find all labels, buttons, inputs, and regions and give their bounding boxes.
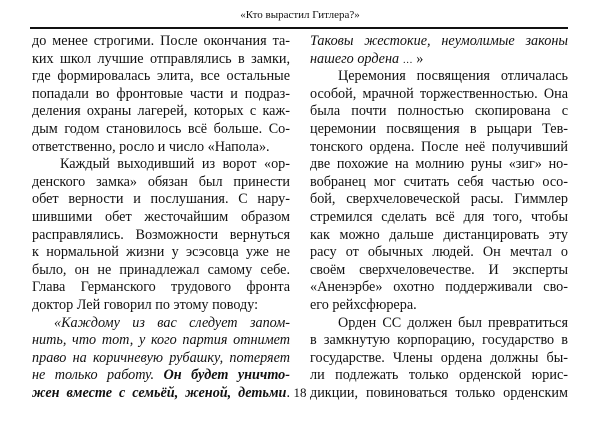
header-rule <box>30 27 568 29</box>
quote-bold-segment: Он будет уничто- <box>163 367 290 384</box>
paragraph-first-line: Каждый выходивший из ворот «ор- <box>60 156 290 173</box>
quote-bold-segment: жен вместе с семьёй, женой, детьми <box>32 384 287 401</box>
text-line: церемонии посвящения в рыцари Тев- <box>310 120 568 137</box>
text-line: ответственно, росло и число «Напола». <box>32 138 270 155</box>
text-line: бой, сверхчеловеческой расы. Гиммлер <box>310 191 568 208</box>
text-line: его рейхсфюрера. <box>310 296 417 313</box>
quote-italic-segment: не только работу. <box>32 367 155 384</box>
text-line: своём сверхчеловечестве. И эксперты <box>310 261 568 278</box>
quote-last-line <box>310 51 568 69</box>
text-line: государстве. Члены ордена должны бы- <box>310 349 568 366</box>
text-line: деления охраны лагерей, которых с каж- <box>32 103 290 120</box>
paragraph-first-line: Церемония посвящения отличалась <box>338 68 568 85</box>
text-line: в замкнутую корпорацию, государство в <box>310 332 568 349</box>
closing-quote: » <box>416 50 424 67</box>
text-line: ких школ лучшие отправлялись в замки, <box>32 50 290 67</box>
page-number: 18 <box>293 385 307 400</box>
text-line: обет верности и послушания. С нару- <box>32 191 290 208</box>
quote-line: право на коричневую рубашку, потеряет <box>32 349 290 366</box>
text-line: дым годом становилось всё больше. Со- <box>32 120 290 137</box>
text-line: вобранец мог считать себя частью осо- <box>310 173 568 190</box>
text-line: ли подлежать только орденской юрис- <box>310 367 568 384</box>
period: . <box>286 384 290 401</box>
text-line: была почти полностью скопирована с <box>310 103 568 120</box>
text-line: до менее строгими. После окончания та- <box>32 33 290 49</box>
text-line: тонского ордена. После неё получивший <box>310 138 568 155</box>
quote-italic-segment: нашего ордена <box>310 50 400 67</box>
left-column <box>32 33 290 402</box>
quote-line: Таковы жестокие, неумолимые законы <box>310 33 568 49</box>
text-line: расу от обычных людей. Он мечтал о <box>310 244 568 261</box>
text-line: доктор Лей говорил по этому поводу: <box>32 296 259 313</box>
text-line: расправлялись. Возможности вернуться <box>32 226 290 243</box>
text-line: стремился сделать всё для того, чтобы <box>310 208 568 225</box>
running-header: «Кто вырастил Гитлера?» <box>240 9 360 21</box>
text-line: попадали во фронтовые части и подраз- <box>32 85 290 102</box>
quote-line: нить, что тот, у кого партия отнимет <box>32 332 290 349</box>
text-line: где формировалась элита, все остальные <box>32 68 290 85</box>
text-line: «Аненэрбе» охотно поддерживали сво- <box>310 279 568 296</box>
text-line: было, он не принадлежал самому себе. <box>32 261 290 278</box>
text-line: к нормальной жизни у эсэсовца уже не <box>32 244 290 261</box>
text-line: как можно дальше дистанцировать эту <box>310 226 568 243</box>
text-line: две похожие на молнию руны «зиг» но- <box>310 156 568 173</box>
quote-line-mixed <box>32 367 290 385</box>
text-line: дикции, повиноваться только орденским <box>310 384 568 401</box>
paragraph-first-line: Орден СС должен был превратиться <box>338 314 568 331</box>
text-line: особой, мрачной торжественностью. Она <box>310 85 568 102</box>
text-line: Глава Германского трудового фронта <box>32 279 290 296</box>
ellipsis: … <box>402 54 413 66</box>
text-line: шившими обет жесточайшим образом <box>32 208 290 225</box>
quote-first-line: «Каждому из вас следует запом- <box>54 314 290 331</box>
text-line: денского замка» обязан был принести <box>32 173 290 190</box>
right-column <box>310 33 568 402</box>
